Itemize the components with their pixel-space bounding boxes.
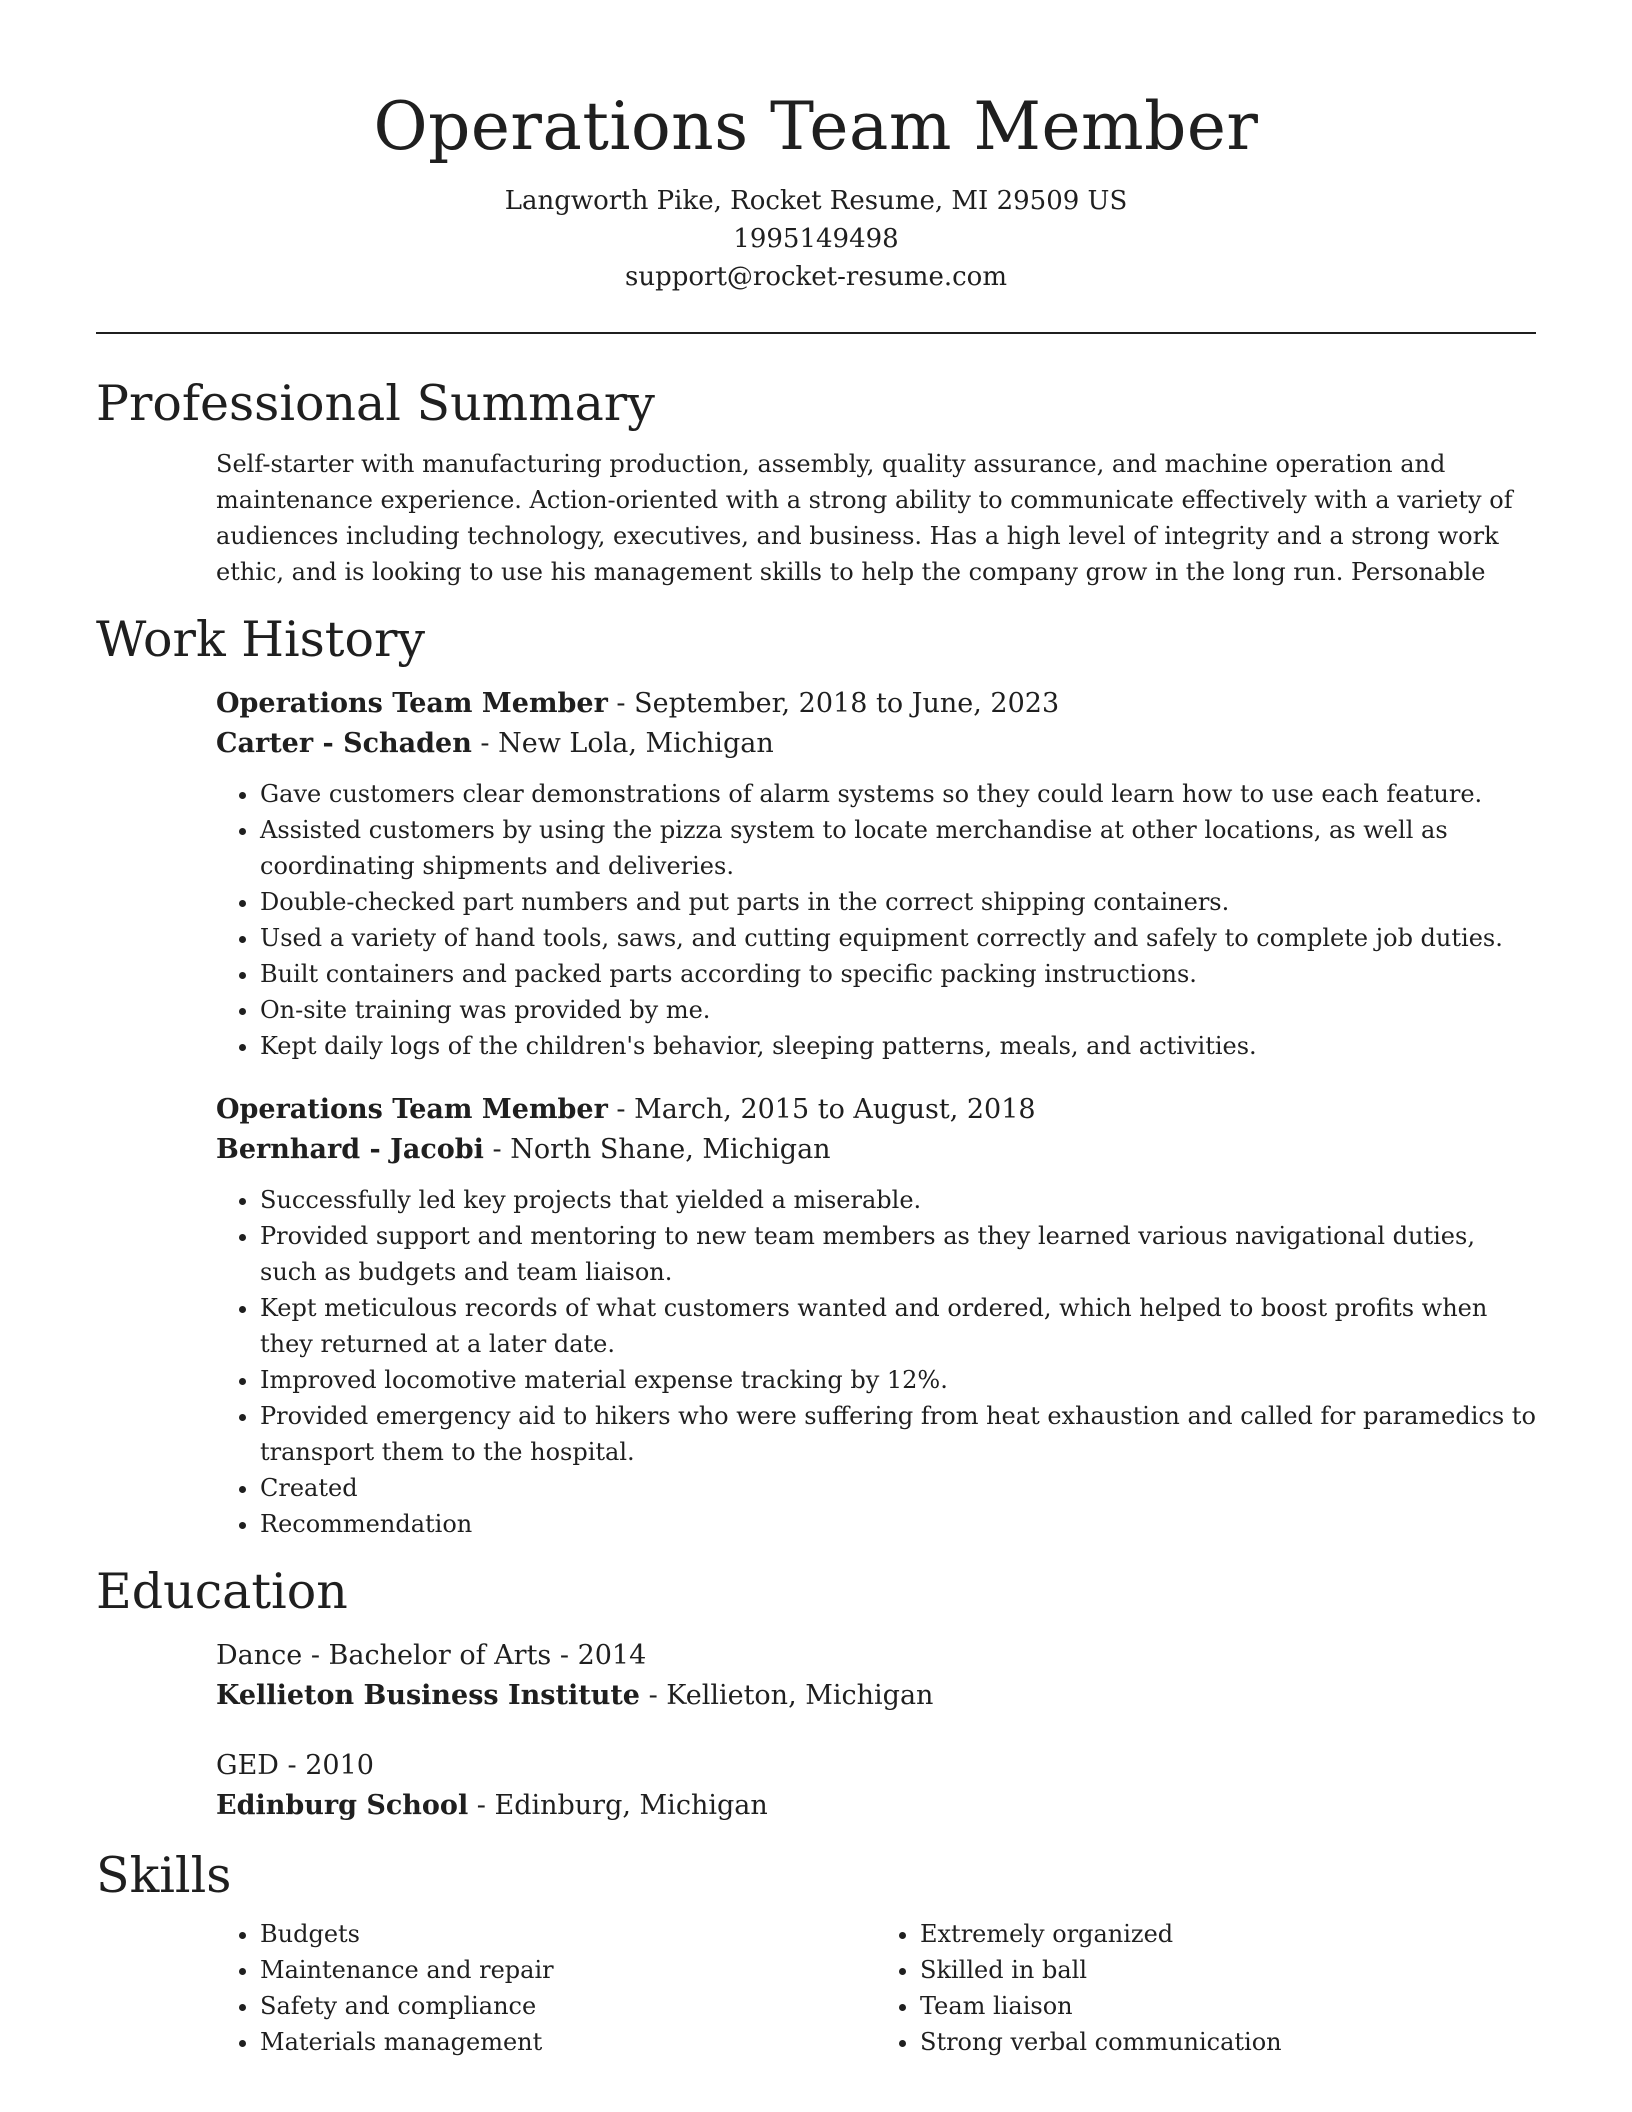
contact-email: support@rocket-resume.com	[624, 262, 1007, 292]
skills-section	[96, 1846, 1536, 2060]
skills-columns	[216, 1916, 1536, 2060]
header-divider	[96, 332, 1536, 334]
job-entry	[216, 684, 1536, 1064]
education-school: Kellieton Business Institute	[216, 1680, 640, 1711]
list-item: • Used a variety of hand tools, saws, and cutting equipment correctly and safely to complete job duties.	[260, 920, 1536, 956]
list-item: • Built containers and packed parts according to specific packing instructions.	[260, 956, 1536, 992]
list-item: • Assisted customers by using the pizza system to locate merchandise at other locations, as well as coordinating shipments and deliveries.	[260, 812, 1536, 884]
resume-header	[96, 0, 1536, 296]
job-location: - North Shane, Michigan	[483, 1134, 831, 1165]
education-entry	[216, 1746, 1536, 1826]
education-title: Education	[96, 1563, 348, 1620]
summary-text: Self-starter with manufacturing production, assembly, quality assurance, and machine operation and maintenance experience. Action-oriented with a strong ability to communicate effectively with a variety of audiences including technology, executives, and business. Has a high level of integrity and a strong work ethic, and is looking to use his management skills to help the company grow in the long run. Personable	[216, 450, 1513, 586]
work-history-section	[96, 610, 1536, 1542]
job-dates: - September, 2018 to June, 2023	[607, 688, 1060, 719]
list-item: • Extremely organized	[920, 1916, 1536, 1952]
resume-page	[96, 0, 1536, 2060]
list-item: • Double-checked part numbers and put parts in the correct shipping containers.	[260, 884, 1536, 920]
contact-phone: 1995149498	[733, 224, 899, 254]
job-bullets	[216, 776, 1536, 1064]
summary-title: Professional Summary	[96, 375, 655, 432]
list-item: • Maintenance and repair	[260, 1952, 876, 1988]
education-school-line	[216, 1786, 1536, 1826]
job-company: Carter - Schaden	[216, 728, 472, 759]
contact-block	[96, 182, 1536, 296]
list-item: • Safety and compliance	[260, 1988, 876, 2024]
skills-list-left	[216, 1916, 876, 2060]
education-entry	[216, 1636, 1536, 1716]
list-item: • Kept meticulous records of what customers wanted and ordered, which helped to boost profits when they returned at a later date.	[260, 1290, 1536, 1362]
job-company-line	[216, 724, 1536, 764]
contact-address: Langworth Pike, Rocket Resume, MI 29509 US	[504, 186, 1128, 216]
education-school-line	[216, 1676, 1536, 1716]
job-company: Bernhard - Jacobi	[216, 1134, 484, 1165]
education-degree-line	[216, 1636, 1536, 1676]
education-degree-line	[216, 1746, 1536, 1786]
job-dates: - March, 2015 to August, 2018	[607, 1094, 1036, 1125]
job-bullets	[216, 1182, 1536, 1542]
education-location: - Edinburg, Michigan	[468, 1790, 768, 1821]
work-history-title: Work History	[96, 611, 426, 668]
list-item: • Gave customers clear demonstrations of alarm systems so they could learn how to use each feature.	[260, 776, 1536, 812]
skills-title: Skills	[96, 1847, 232, 1904]
list-item: • Recommendation	[260, 1506, 1536, 1542]
list-item: • Provided emergency aid to hikers who were suffering from heat exhaustion and called for paramedics to transport them to the hospital.	[260, 1398, 1536, 1470]
education-year: - 2010	[278, 1750, 374, 1781]
candidate-name: Operations Team Member	[373, 88, 1259, 165]
job-company-line	[216, 1130, 1536, 1170]
list-item: • Provided support and mentoring to new team members as they learned various navigational duties, such as budgets and team liaison.	[260, 1218, 1536, 1290]
list-item: • Budgets	[260, 1916, 876, 1952]
education-year: - 2014	[551, 1640, 647, 1671]
list-item: • Skilled in ball	[920, 1952, 1536, 1988]
job-entry	[216, 1090, 1536, 1542]
education-school: Edinburg School	[216, 1790, 469, 1821]
job-location: - New Lola, Michigan	[471, 728, 774, 759]
job-role: Operations Team Member	[216, 1094, 608, 1125]
job-title-line	[216, 684, 1536, 724]
list-item: • Strong verbal communication	[920, 2024, 1536, 2060]
job-title-line	[216, 1090, 1536, 1130]
education-section	[96, 1562, 1536, 1826]
list-item: • Kept daily logs of the children's behavior, sleeping patterns, meals, and activities.	[260, 1028, 1536, 1064]
summary-section	[96, 374, 1536, 590]
list-item: • Created	[260, 1470, 1536, 1506]
education-degree: GED	[216, 1750, 279, 1781]
list-item: • On-site training was provided by me.	[260, 992, 1536, 1028]
skills-list-right	[876, 1916, 1536, 2060]
list-item: • Materials management	[260, 2024, 876, 2060]
education-location: - Kellieton, Michigan	[639, 1680, 934, 1711]
education-degree: Dance - Bachelor of Arts	[216, 1640, 552, 1671]
job-role: Operations Team Member	[216, 688, 608, 719]
list-item: • Improved locomotive material expense tracking by 12%.	[260, 1362, 1536, 1398]
list-item: • Successfully led key projects that yielded a miserable.	[260, 1182, 1536, 1218]
list-item: • Team liaison	[920, 1988, 1536, 2024]
